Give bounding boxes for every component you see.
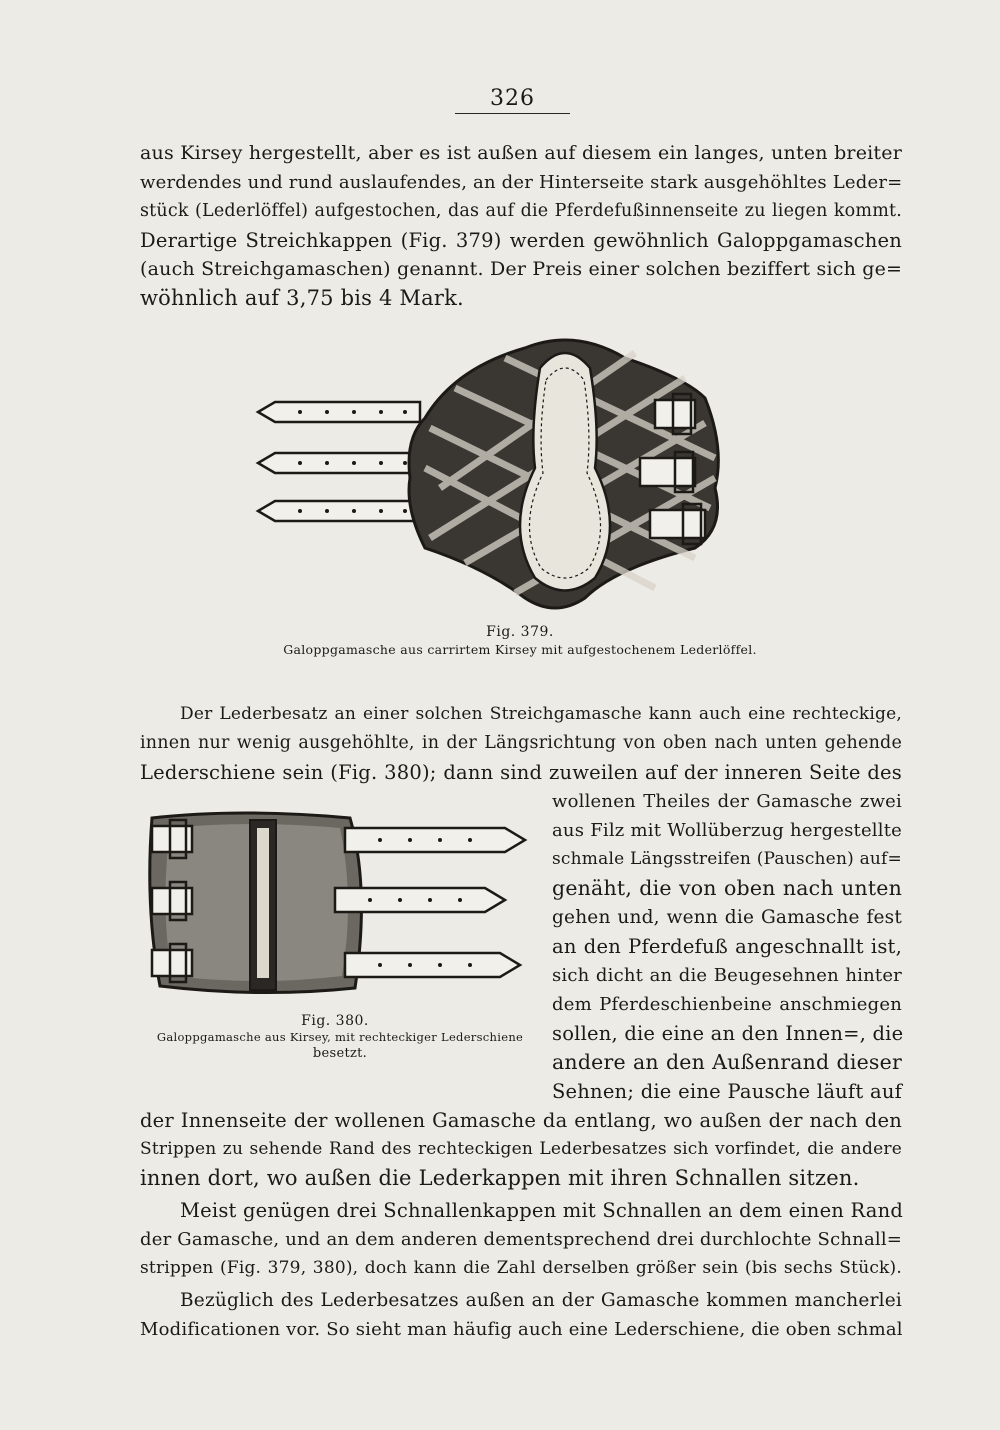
text-line: Modificationen vor. So sieht man häufig auch eine Lederschiene, die oben schmal [140,1319,903,1340]
strap [335,888,505,912]
text-line: stück (Lederlöffel) aufgestochen, das auf die Pferdefußinnenseite zu liegen kommt. [140,201,902,221]
text-line: aus Kirsey hergestellt, aber es ist außen auf diesem ein langes, unten breiter [140,142,902,164]
strap [345,828,525,852]
text-line: Der Lederbesatz an einer solchen Streichgamasche kann auch eine rechteckige, [180,704,902,724]
strap [345,953,520,977]
text-line: Bezüglich des Lederbesatzes außen an der Gamasche kommen mancherlei [180,1290,902,1311]
text-line: Lederschiene sein (Fig. 380); dann sind zuweilen auf der inneren Seite des [140,761,902,784]
text-line: strippen (Fig. 379, 380), doch kann die Zahl derselben größer sein (bis sechs Stück). [140,1258,902,1278]
figure-380-caption: Galoppgamasche aus Kirsey, mit rechteckiger Lederschiene [156,1030,524,1044]
strap [258,501,420,521]
text-line: an den Pferdefuß angeschnallt ist, [552,935,902,958]
text-line: Derartige Streichkappen (Fig. 379) werden gewöhnlich Galoppgamaschen [140,229,902,252]
text-line: Strippen zu sehende Rand des rechteckigen Lederbesatzes sich vorfindet, die andere [140,1139,902,1159]
text-line: sich dicht an die Beugesehnen hinter [552,965,902,986]
page-number: 326 [455,86,570,114]
text-line: Meist genügen drei Schnallenkappen mit Schnallen an dem einen Rand [180,1199,904,1222]
figure-379-caption: Galoppgamasche aus carrirtem Kirsey mit aufgestochenem Lederlöffel. [283,642,757,657]
figure-379-illustration [255,328,775,618]
text-line: innen nur wenig ausgehöhlte, in der Längsrichtung von oben nach unten gehende [140,733,902,753]
text-line: sollen, die eine an den Innen=, die [552,1022,904,1045]
figure-379-label: Fig. 379. [486,624,554,640]
text-line: wollenen Theiles der Gamasche zwei [552,791,902,812]
text-line: der Innenseite der wollenen Gamasche da entlang, wo außen der nach den [140,1109,902,1132]
text-line: innen dort, wo außen die Lederkappen mit ihren Schnallen sitzen. [140,1166,860,1190]
text-line: (auch Streichgamaschen) genannt. Der Preis einer solchen beziffert sich ge= [140,258,903,280]
figure-380-caption: besetzt. [312,1046,368,1061]
text-line: gehen und, wenn die Gamasche fest [552,907,902,928]
text-line: wöhnlich auf 3,75 bis 4 Mark. [140,286,464,310]
text-line: der Gamasche, und an dem anderen dementsprechend drei durchlochte Schnall= [140,1229,903,1250]
text-line: schmale Längsstreifen (Pauschen) auf= [552,849,902,869]
strap [258,453,420,473]
text-line: Sehnen; die eine Pausche läuft auf [552,1080,902,1103]
strap [258,402,420,422]
text-line: andere an den Außenrand dieser [552,1050,902,1074]
figure-380-illustration [140,808,530,1008]
text-line: werdendes und rund auslaufendes, an der Hinterseite stark ausgehöhltes Leder= [140,172,903,193]
text-line: genäht, die von oben nach unten [552,876,902,900]
figure-380-label: Fig. 380. [301,1013,369,1029]
text-line: dem Pferdeschienbeine anschmiegen [552,994,902,1015]
text-line: aus Filz mit Wollüberzug hergestellte [552,820,902,841]
